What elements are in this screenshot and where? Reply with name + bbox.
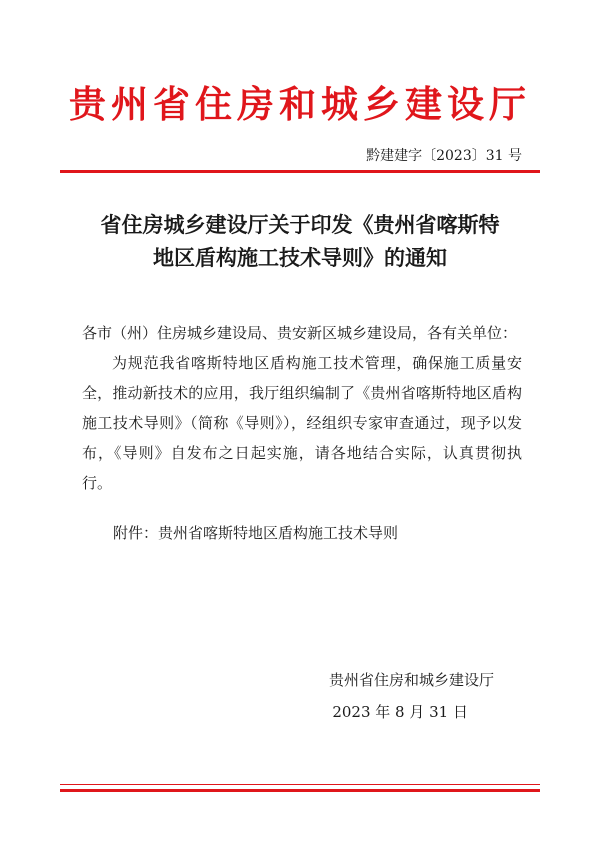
document-number: 黔建建字〔2023〕31 号 [366,148,522,164]
signature-date: 2023 年 8 月 31 日 [332,703,468,721]
issuer-masthead: 贵州省住房和城乡建设厅 [69,82,531,126]
top-red-rule [60,170,540,173]
salutation: 各市（州）住房城乡建设局、贵安新区城乡建设局，各有关单位： [82,324,518,342]
title-line-2: 地区盾构施工技术导则》的通知 [153,245,447,270]
attachment-line: 附件：贵州省喀斯特地区盾构施工技术导则 [113,524,399,542]
body-paragraph: 为规范我省喀斯特地区盾构施工技术管理，确保施工质量安全，推动新技术的应用，我厅组织编制了《贵州省喀斯特地区盾构施工技术导则》（简称《导则》），经组织专家审查通过，现予以发布，《导则》自发布之日起实施，请各地结合实际，认真贯彻执行。 [82,354,522,492]
bottom-red-rule-thin [60,784,540,785]
title-line-1: 省住房城乡建设厅关于印发《贵州省喀斯特 [100,212,500,237]
document-title [0,208,600,274]
bottom-red-rule-thick [60,789,540,792]
document-body [82,318,522,498]
signature-issuer: 贵州省住房和城乡建设厅 [328,671,494,689]
signature-block [329,664,494,728]
